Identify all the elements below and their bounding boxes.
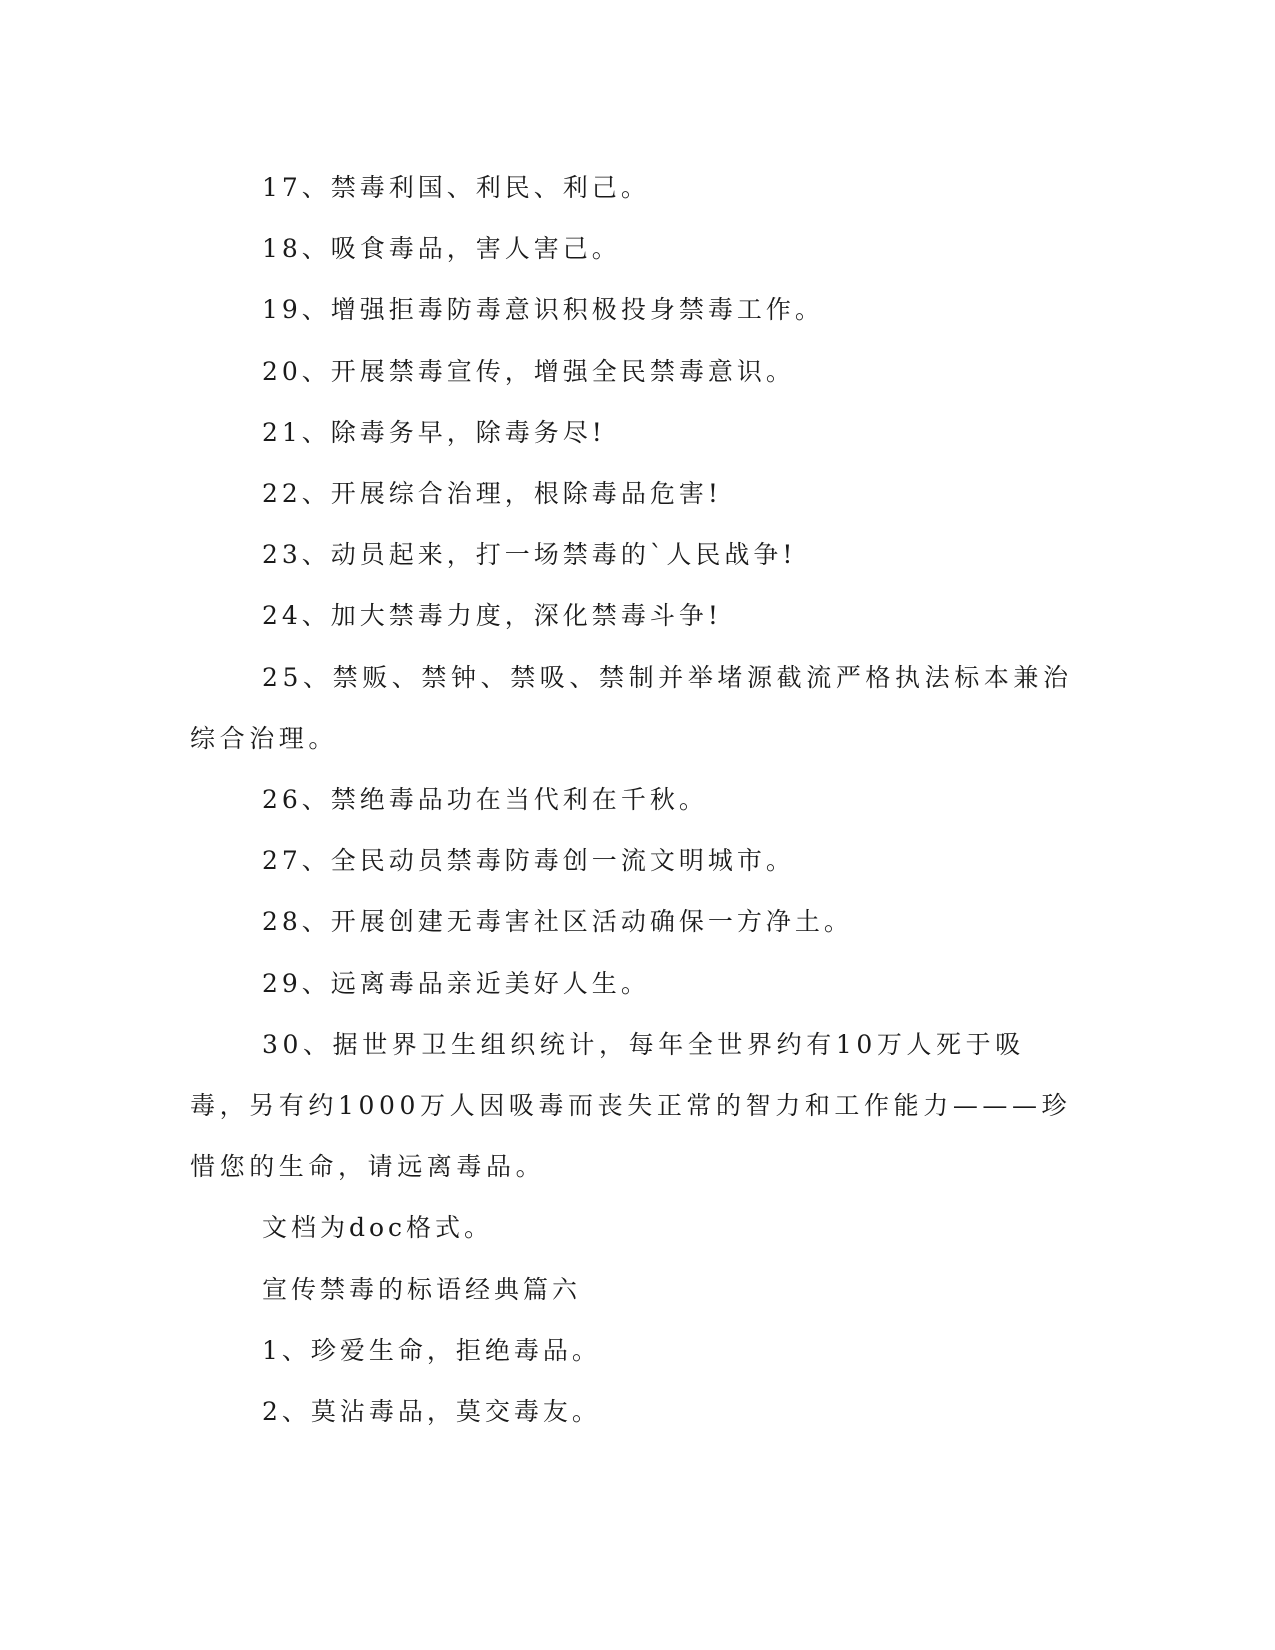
paragraph-24: 24、加大禁毒力度，深化禁毒斗争! <box>262 601 722 631</box>
paragraph-2: 2、莫沾毒品，莫交毒友。 <box>262 1397 601 1427</box>
paragraph-30: 30、据世界卫生组织统计，每年全世界约有10万人死于吸毒，另有约1000万人因吸毒而丧失正常的智力和工作能力———珍惜您的生命，请远离毒品。 <box>190 1029 1072 1182</box>
paragraph-19: 19、增强拒毒防毒意识积极投身禁毒工作。 <box>262 295 824 325</box>
paragraph-28: 28、开展创建无毒害社区活动确保一方净土。 <box>262 907 853 937</box>
paragraph-26: 26、禁绝毒品功在当代利在千秋。 <box>262 785 708 815</box>
format-note: 文档为doc格式。 <box>262 1213 494 1243</box>
paragraph-27: 27、全民动员禁毒防毒创一流文明城市。 <box>262 846 795 876</box>
paragraph-29: 29、远离毒品亲近美好人生。 <box>262 968 650 998</box>
paragraph-17: 17、禁毒利国、利民、利己。 <box>262 173 650 202</box>
document-body <box>190 157 1080 1442</box>
paragraph-18: 18、吸食毒品，害人害己。 <box>262 234 621 264</box>
paragraph-23: 23、动员起来，打一场禁毒的`人民战争! <box>262 540 797 570</box>
paragraph-25: 25、禁贩、禁钟、禁吸、禁制并举堵源截流严格执法标本兼治综合治理。 <box>190 662 1073 753</box>
paragraph-21: 21、除毒务早，除毒务尽! <box>262 417 606 447</box>
paragraph-1: 1、珍爱生命，拒绝毒品。 <box>262 1335 601 1365</box>
section-heading: 宣传禁毒的标语经典篇六 <box>262 1274 582 1304</box>
paragraph-20: 20、开展禁毒宣传，增强全民禁毒意识。 <box>262 356 795 386</box>
paragraph-22: 22、开展综合治理，根除毒品危害! <box>262 479 722 509</box>
